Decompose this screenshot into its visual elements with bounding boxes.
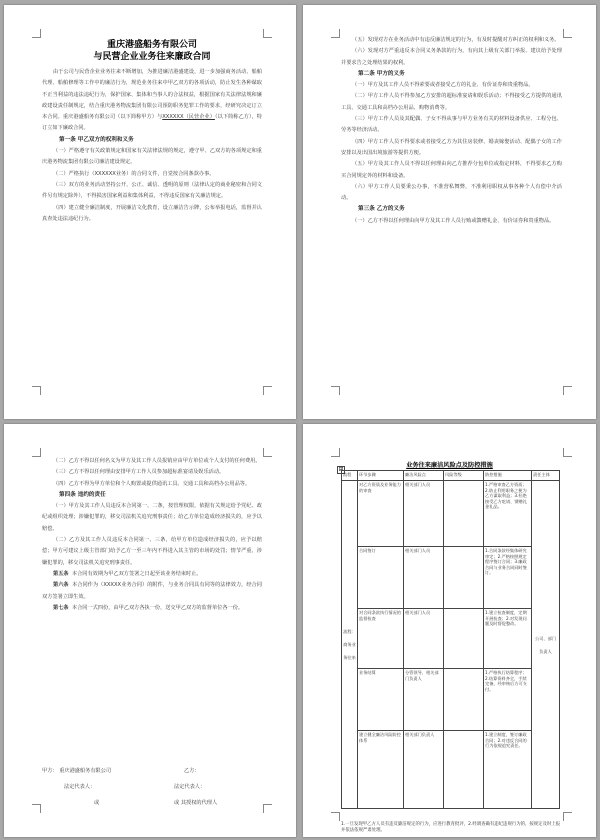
- risk-cell: 相关部门负责人: [404, 731, 444, 809]
- crop-mark: [563, 386, 572, 395]
- article-2-item: （五）甲方及其工作人员不得以任何理由向乙方推荐分包单位或指定材料，不得要求乙方购买合同规定外的材料和设备。: [341, 161, 562, 179]
- article-2-item: （一）甲方及其工作人员不得索要或者接受乙方的礼金、有价证券和贵重物品。: [352, 82, 534, 89]
- owner-cell: 公司、部门负责人: [532, 481, 560, 809]
- level-cell: [444, 609, 484, 669]
- article-4-item: （一）甲方及其工作人员违反本合同第一、二条，按管理权限，依据有关规定给予党纪、政纪或组织处理；涉嫌犯罪的，移交司法机关追究刑事责任；给乙方单位造成经济损失的，应予以赔偿。: [42, 503, 262, 532]
- crop-mark: [563, 448, 572, 457]
- article-3-heading: 第三条 乙方的义务: [358, 206, 405, 213]
- crop-mark: [263, 448, 272, 457]
- level-cell: [444, 481, 484, 547]
- level-cell: [444, 547, 484, 609]
- party-b-or: 或 其授权的代理人: [174, 800, 218, 806]
- measure-cell: 1.合同条款经集体研究审定；2.严格按照规定程序签订合同；3.廉政合同与业务合同同时签订。: [484, 547, 532, 609]
- table-move-handle-icon[interactable]: ⊞: [338, 466, 344, 473]
- article-1-item: （一）严格遵守有关政策规定和国家有关法律法规的规定，遵守甲、乙双方的各项规定和重庆港务物流集团有限公司廉洁建设规定。: [42, 148, 262, 166]
- level-cell: [444, 669, 484, 731]
- header-cell: 廉洁风险点: [404, 471, 444, 481]
- header-cell: 风险等级: [444, 471, 484, 481]
- doc-title-line1: 重庆港盛船务有限公司: [106, 40, 197, 50]
- crop-mark: [32, 448, 41, 457]
- crop-mark: [263, 804, 272, 813]
- risk-table-title-text: 业务往来廉洁风险点及防控措施: [406, 462, 493, 469]
- step-cell: 建立健全廉洁风险防控体系: [358, 731, 404, 809]
- article-3-item: （四）乙方不得为甲方单位和个人购置或提供通讯工具、交通工具和高档办公用品等。: [53, 480, 251, 487]
- article-3-item: （三）乙方不得以任何理由安排甲方工作人员参加超标准宴请及娱乐活动。: [53, 469, 225, 476]
- article-2-item: （三）甲方工作人员及其配偶、子女不得从事与甲方业务有关的材料设备供应、工程分包、劳务等经济活动。: [341, 116, 562, 134]
- page-4: [303, 424, 596, 837]
- article-6-label: 第六条: [53, 582, 69, 589]
- flow-cell: 流程：商务业务往来: [342, 481, 358, 809]
- party-a-label: 甲方： 重庆港盛船务有限公司: [42, 768, 112, 774]
- article-6: [42, 580, 262, 603]
- party-a-rep: 法定代表人：: [64, 784, 96, 790]
- risk-table: [341, 470, 560, 809]
- article-2-item: （四）甲方工作人员不得要求或者接受乙方为其住房装修、婚丧嫁娶活动、配偶子女的工作安排以及出国出境旅游等提供方便。: [341, 138, 562, 156]
- header-cell: 流程: [342, 471, 358, 481]
- crop-mark: [563, 812, 572, 821]
- article-1-item: （二）严格执行（XXXXXX业务）的合同文件，自觉按合同条款办事。: [53, 170, 215, 177]
- risk-cell: 分管领导、相关部门负责人: [404, 669, 444, 731]
- table-row: [342, 547, 560, 609]
- step-cell: 合同签订: [358, 547, 404, 609]
- table-row: [342, 731, 560, 809]
- table-note: 1.一旦发现甲乙方人员有违反廉洁规定的行为，应进行教育批评，2.经调查确有违纪违规行为的，按规定及时上报并依法依规严肃处理。: [341, 822, 561, 833]
- crop-mark: [263, 29, 272, 38]
- crop-mark: [331, 812, 340, 821]
- table-row: [342, 609, 560, 669]
- doc-title-line2: 与民营企业业务往来廉政合同: [93, 52, 211, 62]
- crop-mark: [32, 386, 41, 395]
- risk-table-title: [303, 460, 596, 469]
- risk-cell: 相关部门人员: [404, 547, 444, 609]
- table-row: [342, 481, 560, 547]
- page-3: [4, 424, 296, 837]
- crop-mark: [32, 29, 41, 38]
- risk-cell: 相关部门人员: [404, 609, 444, 669]
- article-7-text: 本合同一式四份，由甲乙双方各执一份，送交甲乙双方的监督单位各一份。: [71, 604, 244, 611]
- party-b-blank: XXXXXX（民营企业）: [162, 114, 215, 121]
- step-cell: 对乙方资质及业务能力的审查: [358, 481, 404, 547]
- crop-mark: [263, 386, 272, 395]
- article-1-item: （六）发现对方严重违反本合同义务条款的行为，有向其上级有关部门举报、建议给予处理并要求告之处理结果的权利。: [341, 48, 562, 66]
- measure-cell: 1.建立检查制度，定期开展检查；2.对发现问题及时督促整改。: [484, 609, 532, 669]
- article-1-item: （四）建立健全廉洁制度，开展廉洁文化教育，设立廉洁告示牌，公布举报电话，监督并认真查处违法违纪行为。: [42, 204, 262, 222]
- article-4-item: （二）乙方及其工作人员违反本合同第一、三条，给甲方单位造成经济损失的，应予以赔偿；甲方可建议上级主管部门给予乙方一至三年内不得进入其主管的市场的处罚；情节严重、涉嫌犯罪的，移交司法机关追究刑事责任。: [42, 537, 262, 566]
- header-cell: 环节步骤: [358, 471, 404, 481]
- preamble: [42, 67, 262, 135]
- step-cell: 对合同条款执行情况的监督检查: [358, 609, 404, 669]
- article-4-heading: 第四条 违约的责任: [59, 491, 106, 498]
- measure-cell: 1.严格审查乙方资质；2.防止利用职务之便为乙方谋取利益；3.杜绝接受乙方吃请、馈赠礼金礼品。: [484, 481, 532, 547]
- preamble-end: （以下简称乙方），特订立如下廉政合同。: [42, 114, 262, 132]
- party-a-or: 或: [94, 800, 100, 806]
- article-7: [42, 603, 262, 614]
- page-2: [303, 5, 596, 419]
- article-5: [42, 569, 262, 580]
- party-b-rep: 法定代表人：: [174, 784, 206, 790]
- table-row: [342, 669, 560, 731]
- article-2-item: （二）甲方工作人员不得参加乙方安排的超标准宴请和娱乐活动；不得接受乙方提供的通讯工具、交通工具和高档办公用品、购物消费等。: [341, 93, 562, 111]
- article-6-text: 本合同作为（XXXXX业务合同）的附件，与业务合同具有同等的法律效力，经合同双方签署立即生效。: [42, 582, 262, 600]
- article-1-item: （五）发现对方在业务活动中有违反廉洁规定的行为，有及时提醒对方纠正的权利和义务。: [352, 37, 560, 43]
- page-1: [4, 5, 296, 419]
- article-3-item: （一）乙方不得以任何理由向甲方及其工作人员行贿或馈赠礼金、有价证券和贵重物品。: [352, 217, 555, 224]
- article-3-item: （二）乙方不得以任何名义为甲方及其工作人员报销应由甲方单位或个人支付的任何费用。: [53, 458, 261, 464]
- article-1-item: （三）双方的业务活动坚持公开、公正、诚信、透明的原则（法律认定的商业秘密和合同文件另有规定除外），不得损害国家利益和集体利益，不得违反国家有关廉洁规定。: [42, 181, 262, 200]
- table-header-row: [342, 471, 560, 481]
- party-b-label: 乙方：: [184, 768, 200, 774]
- header-cell: 防控措施: [484, 471, 532, 481]
- measure-cell: 1.严格执行结算程序；2.结算资料齐全，手续完备，经审核后方可支付。: [484, 669, 532, 731]
- article-2-heading: 第二条 甲方的义务: [358, 70, 405, 77]
- preamble-text: 由于公司与民营企业业务往来不断增加，为推进廉洁港盛建设，进一步加强商务活动、船舶代理、船舶修理等工作中的廉洁行为，规范业务往来中甲乙双方的各项活动，防止发生各种谋取不正当利益的违法违纪行为，保护国家、集体和当事人的合法权益，根据国家有关法律法规和廉政建设责任制规定，结合重庆港务物流集团有限公司预防职务犯罪工作的要求，经研究决定订立本合同。重庆港盛船务有限公司（以下简称甲方）与: [42, 69, 262, 121]
- crop-mark: [331, 448, 340, 457]
- article-5-label: 第五条: [53, 570, 69, 577]
- article-2-item: （六）甲方工作人员要秉公办事，不准营私舞弊，不准利用职权从事各种个人有偿中介活动。: [341, 183, 562, 202]
- level-cell: [444, 731, 484, 809]
- step-cell: 业务结算: [358, 669, 404, 731]
- article-1-heading: 第一条 甲乙双方的权利和义务: [59, 136, 134, 143]
- risk-cell: 相关部门人员: [404, 481, 444, 547]
- measure-cell: 1.建立制度，签订廉政合同；2.对违反合同的行为依规追究责任。: [484, 731, 532, 809]
- article-7-label: 第七条: [53, 604, 69, 611]
- crop-mark: [32, 804, 41, 813]
- crop-mark: [563, 29, 572, 38]
- article-5-text: 本合同有效期为甲乙双方签署之日起至该业务结束时止。: [71, 570, 202, 577]
- crop-mark: [331, 29, 340, 38]
- header-cell: 责任主体: [532, 471, 560, 481]
- crop-mark: [331, 386, 340, 395]
